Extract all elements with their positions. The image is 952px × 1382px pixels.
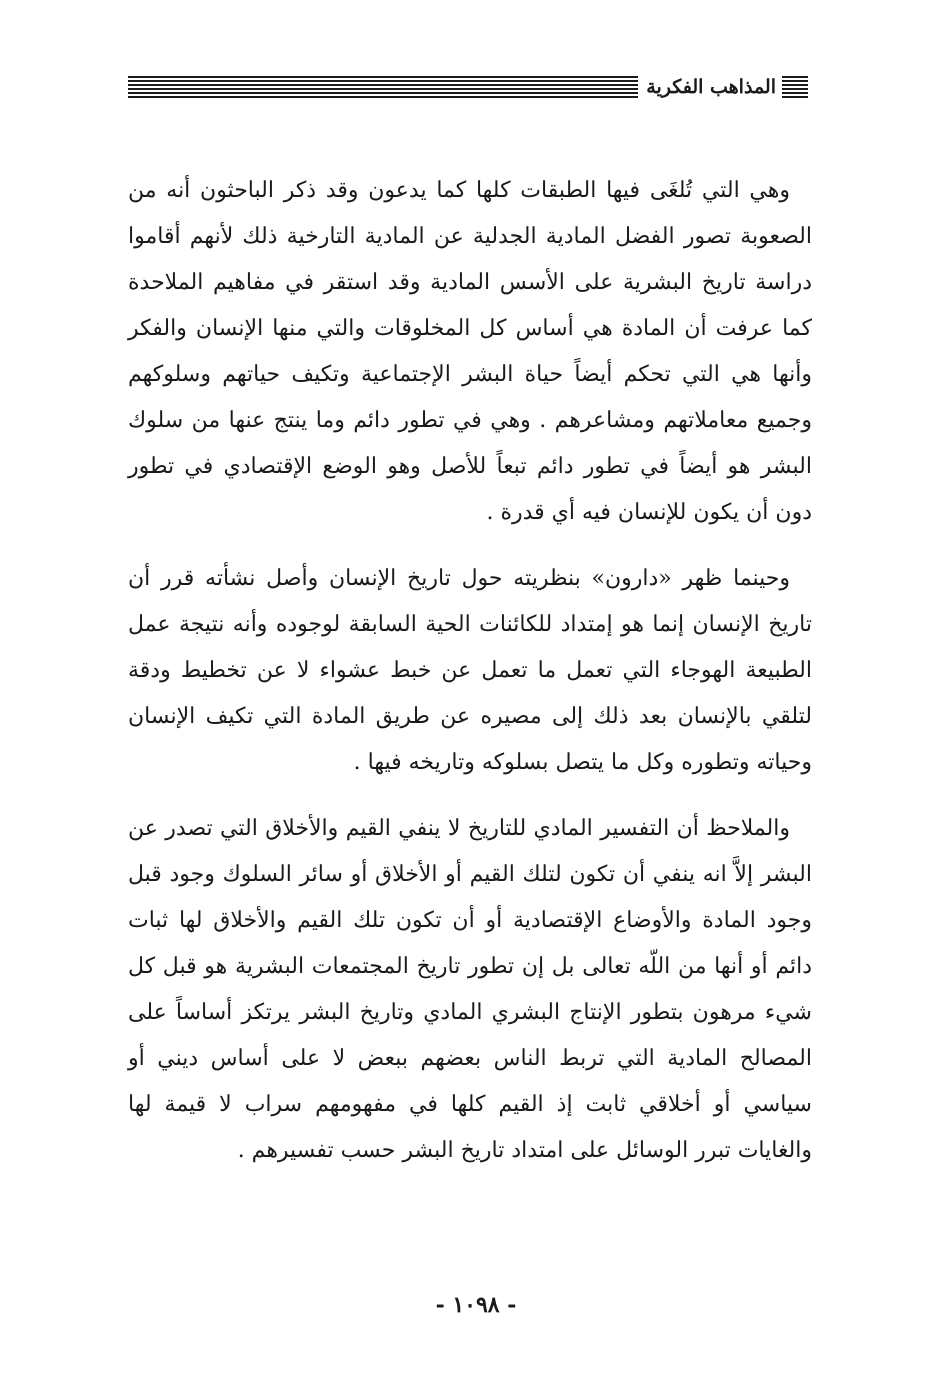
page-number: - ١٠٩٨ - bbox=[435, 1292, 517, 1318]
paragraph-1: وهي التي تُلغَى فيها الطبقات كلها كما يدعون وقد ذكر الباحثون أنه من الصعوبة تصور الفضل المادية الجدلية عن المادية التارخية ذلك لأنهم أقاموا دراسة تاريخ البشرية على الأسس المادية وقد استقر في مفاهيم الملاحدة كما عرفت أن المادة هي أساس كل المخلوقات والتي منها الإنسان والفكر وأنها هي التي تحكم أيضاً حياة البشر الإجتماعية وتكيف حياتهم وسلوكهم وجميع معاملاتهم ومشاعرهم . وهي في تطور دائم وما ينتج عنها من سلوك البشر هو أيضاً في تطور دائم تبعاً للأصل وهو الوضع الإقتصادي في تطور دون أن يكون للإنسان فيه أي قدرة . bbox=[128, 178, 812, 525]
running-header bbox=[128, 72, 808, 102]
header-rule bbox=[128, 76, 638, 98]
paragraph-2: وحينما ظهر «دارون» بنظريته حول تاريخ الإنسان وأصل نشأته قرر أن تاريخ الإنسان إنما هو إمتداد للكائنات الحية السابقة لوجوده وأنه نتيجة عمل الطبيعة الهوجاء التي تعمل ما تعمل عن خبط عشواء لا عن تخطيط ودقة لتلقي بالإنسان بعد ذلك إلى مصيره عن طريق المادة التي تكيف الإنسان وحياته وتطوره وكل ما يتصل بسلوكه وتاريخه فيها . bbox=[128, 566, 813, 775]
header-title: المذاهب الفكرية bbox=[646, 76, 776, 98]
body-text bbox=[128, 168, 812, 1174]
paragraph-3: والملاحظ أن التفسير المادي للتاريخ لا ينفي القيم والأخلاق التي تصدر عن البشر إلاَّ انه ينفي أن تكون لتلك القيم أو الأخلاق أو سائر السلوك وجود قبل وجود المادة والأوضاع الإقتصادية أو أن تكون تلك القيم والأخلاق لها ثبات دائم أو أنها من اللّه تعالى بل إن تطور تاريخ المجتمعات البشرية هو قبل كل شيء مرهون بتطور الإنتاج البشري المادي وتاريخ البشر يرتكز أساساً على المصالح المادية التي تربط الناس بعضهم ببعض لا على أساس ديني أو سياسي أو أخلاقي ثابت إذ القيم كلها في مفهومهم سراب لا قيمة لها والغايات تبرر الوسائل على امتداد تاريخ البشر حسب تفسيرهم . bbox=[128, 816, 812, 1163]
header-lines-icon bbox=[782, 76, 808, 98]
